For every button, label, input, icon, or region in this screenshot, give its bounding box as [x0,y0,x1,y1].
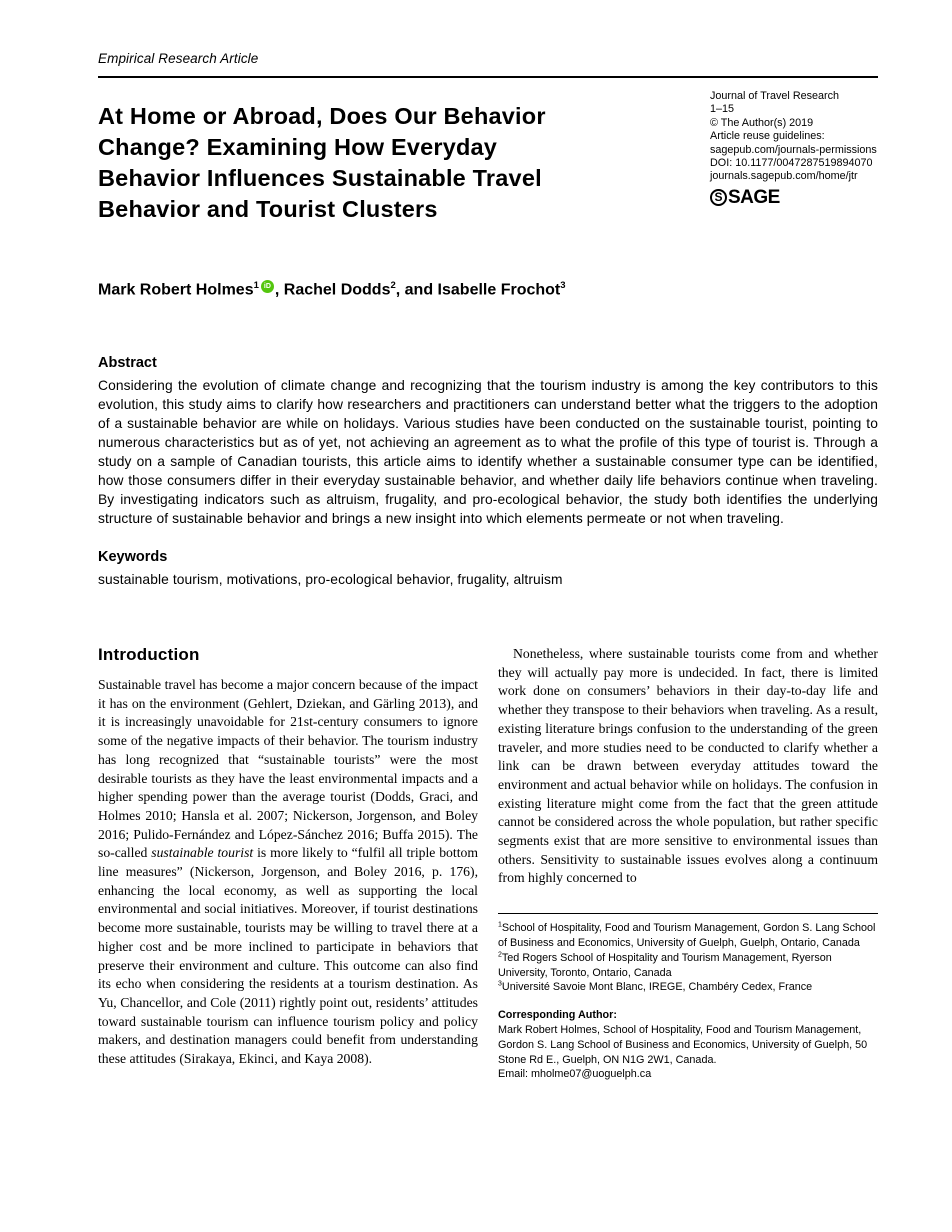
doi-line: DOI: 10.1177/0047287519894070 [710,157,873,170]
body-paragraph: Nonetheless, where sustainable tourists come from and whether they will actually pay more is undecided. In fact, there is limited work done on consumers’ behaviors in their day-to-day life and whether they transpose to their behaviors when traveling. As a result, existing literature brings confusion to the understanding of the green traveler, and more studies need to be conducted to clarify whether a link can be drawn between everyday attitudes toward the environment and actual behavior while on holidays. The confusion in existing literature might come from the fact that the green attitude cannot be considered across the whole population, but rather specific segments exist that are more sensitive to environmental issues than others. Sensitivity to sustainable issues evolves along a continuum from highly concerned to [498,646,878,886]
footnote-text: Ted Rogers School of Hospitality and Tourism Management, Ryerson University, Toronto, Ontario, Canada [498,951,832,979]
sage-logo-text: SAGE [728,186,780,208]
copyright-line: © The Author(s) 2019 [710,116,814,129]
author-affiliation-sup: 1 [253,280,259,291]
footnotes-block [498,913,878,1082]
affiliation-footnote [498,980,878,995]
author-affiliation-sup: 3 [560,280,566,291]
reuse-guidelines-label: Article reuse guidelines: [710,130,825,143]
sage-logo [710,186,920,208]
journal-metadata [710,90,920,206]
author-byline [98,280,798,299]
title-line: At Home or Abroad, Does Our Behavior [98,103,546,129]
author-name: , Rachel Dodds [274,281,391,299]
orcid-icon: iD [261,280,274,293]
journal-url: journals.sagepub.com/home/jtr [710,170,858,183]
author-name: , and Isabelle Frochot [395,281,561,299]
journal-name: Journal of Travel Research [710,90,840,102]
corresponding-author-email: Email: mholme07@uoguelph.ca [498,1068,652,1081]
abstract-section [98,355,878,528]
left-column [98,645,478,1082]
introduction-paragraph [98,676,478,1069]
footnote-sup: 2 [498,951,502,959]
keywords-text: sustainable tourism, motivations, pro-ecological behavior, frugality, altruism [98,572,563,587]
intro-italic-phrase: sustainable tourist [151,845,254,861]
author-affiliation-sup: 2 [390,280,396,291]
article-type-label: Empirical Research Article [98,51,259,66]
title-line: Change? Examining How Everyday [98,134,498,160]
corresponding-author-address: Mark Robert Holmes, School of Hospitality, Food and Tourism Management, Gordon S. Lang School of Business and Economics, University of Guelph, 50 Stone Rd E., Guelph, ON N1G 2W1, Canada. [498,1023,868,1066]
keywords-heading: Keywords [98,549,168,565]
title-line: Behavior and Tourist Clusters [98,196,438,222]
title-line: Behavior Influences Sustainable Travel [98,165,542,191]
abstract-heading: Abstract [98,355,157,371]
footnote-text: School of Hospitality, Food and Tourism Management, Gordon S. Lang School of Business and Economics, University of Guelph, Guelph, Ontario, Canada [498,922,876,949]
footnote-text: Université Savoie Mont Blanc, IREGE, Chambéry Cedex, France [501,981,813,994]
sage-circle-s-icon: S [710,189,727,206]
intro-text-part: is more likely to “fulfil all triple bottom line measures” (Nickerson, Jorgenson, and Boley 2016, p. 176), enhancing the local economy, as well as supporting the local environmental and social initiatives. Moreover, if tourist destinations become more sustainable, tourists may be willing to travel there at a higher cost and be more inclined to participate in behaviors that preserve their environment and culture. This outcome can also find its echo when considering the residents at a tourism destination. As Yu, Chancellor, and Cole (2011) rightly point out, residents’ attitudes toward sustainable tourism can influence tourism policy and policy makers, and destination managers could benefit from understanding these attitudes (Sirakaya, Ekinci, and Kaya 2008). [98,845,478,1067]
page-range: 1–15 [710,103,735,116]
right-column [498,645,878,1082]
keywords-section [98,549,878,589]
footnote-sup: 1 [498,921,502,929]
affiliation-footnote [498,921,878,951]
corresponding-author-heading: Corresponding Author: [498,1009,617,1022]
body-columns [98,645,878,1082]
permissions-url: sagepub.com/journals-permissions [710,143,877,156]
introduction-heading: Introduction [98,645,200,664]
header-rule [98,76,878,78]
abstract-text: Considering the evolution of climate change and recognizing that the tourism industry is among the key contributors to this evolution, this study aims to clarify how researchers and practitioners can understand better what the triggers to the adoption of a sustainable behavior are while on holidays. Various studies have been conducted on the sustainable tourist, pointing to numerous characteristics but as of yet, not achieving an agreement as to what the profile of this type of tourist is. Through a study on a sample of Canadian tourists, this article aims to identify whether a sustainable consumer type can be identified, how those consumers differ in their everyday sustainable behavior, and whether daily life behaviors continue when traveling. By investigating indicators such as altruism, frugality, and pro-ecological behavior, the study both identifies the underlying structure of sustainable behavior and brings a new insight into which elements permeate or not when traveling. [98,378,878,526]
author-name: Mark Robert Holmes [98,281,254,299]
page-title [98,101,718,225]
intro-text-part: Sustainable travel has become a major concern because of the impact it has on the environment (Gehlert, Dziekan, and Gärling 2013), and it is increasingly unavoidable for 21st-century consumers to ignore some of the negative impacts of their behavior. The tourism industry has long recognized that “sustainable tourists” were the most desirable tourists as they have the least environmental impacts and a higher spending power than the average tourist (Dodds, Graci, and Holmes 2010; Hansla et al. 2007; Nickerson, Jorgenson, and Boley 2016; Pulido-Fernández and López-Sánchez 2016; Buffa 2015). The so-called [98,677,478,861]
footnote-sup: 3 [498,980,502,988]
affiliation-footnote [498,951,878,981]
